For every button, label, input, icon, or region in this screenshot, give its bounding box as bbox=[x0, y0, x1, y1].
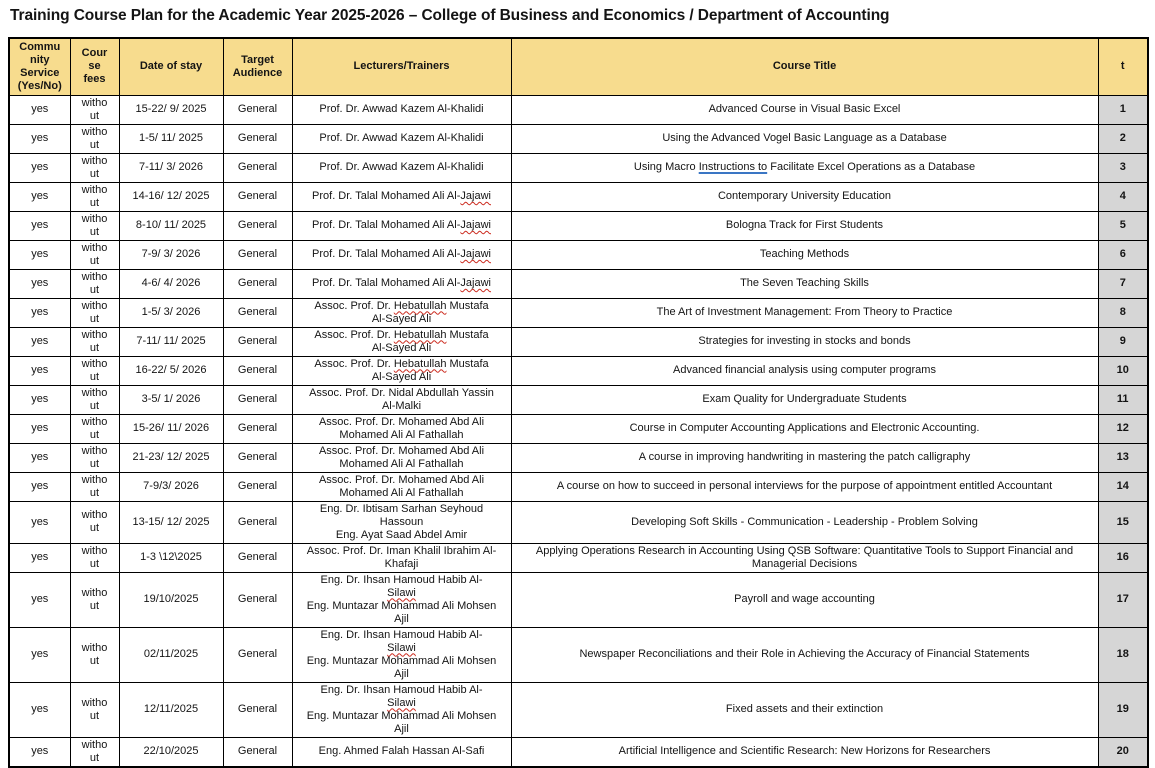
table-row bbox=[9, 501, 1148, 543]
cell-date-of-stay: 15-26/ 11/ 2026 bbox=[119, 414, 223, 443]
cell-sequence-number: 18 bbox=[1098, 627, 1148, 682]
cell-community-service: yes bbox=[9, 298, 70, 327]
cell-sequence-number: 16 bbox=[1098, 543, 1148, 572]
lecturer-line: Prof. Dr. Talal Mohamed Ali Al-Jajawi bbox=[312, 248, 491, 260]
cell-lecturers bbox=[292, 572, 511, 627]
cell-course-fees: without bbox=[70, 298, 119, 327]
cell-date-of-stay: 1-5/ 11/ 2025 bbox=[119, 124, 223, 153]
header-row bbox=[9, 38, 1148, 95]
cell-sequence-number: 15 bbox=[1098, 501, 1148, 543]
cell-community-service: yes bbox=[9, 443, 70, 472]
cell-lecturers bbox=[292, 627, 511, 682]
cell-course-fees: without bbox=[70, 414, 119, 443]
cell-community-service: yes bbox=[9, 269, 70, 298]
cell-date-of-stay: 3-5/ 1/ 2026 bbox=[119, 385, 223, 414]
grammar-underline: Instructions to bbox=[698, 161, 768, 173]
cell-sequence-number: 4 bbox=[1098, 182, 1148, 211]
cell-community-service: yes bbox=[9, 153, 70, 182]
cell-lecturers bbox=[292, 95, 511, 124]
cell-sequence-number: 10 bbox=[1098, 356, 1148, 385]
cell-date-of-stay: 8-10/ 11/ 2025 bbox=[119, 211, 223, 240]
cell-date-of-stay: 22/10/2025 bbox=[119, 737, 223, 767]
column-header-t: t bbox=[1098, 38, 1148, 95]
cell-target-audience: General bbox=[223, 211, 292, 240]
cell-sequence-number: 7 bbox=[1098, 269, 1148, 298]
cell-course-fees: without bbox=[70, 153, 119, 182]
cell-course-fees: without bbox=[70, 240, 119, 269]
cell-community-service: yes bbox=[9, 182, 70, 211]
lecturer-line: Prof. Dr. Awwad Kazem Al-Khalidi bbox=[319, 132, 484, 144]
cell-lecturers bbox=[292, 211, 511, 240]
cell-sequence-number: 17 bbox=[1098, 572, 1148, 627]
table-row bbox=[9, 385, 1148, 414]
spellcheck-underline: Hebatullah bbox=[393, 299, 447, 312]
spellcheck-underline: Hebatullah bbox=[393, 357, 447, 370]
cell-date-of-stay: 21-23/ 12/ 2025 bbox=[119, 443, 223, 472]
cell-community-service: yes bbox=[9, 95, 70, 124]
cell-course-fees: without bbox=[70, 385, 119, 414]
cell-sequence-number: 6 bbox=[1098, 240, 1148, 269]
lecturer-line: Eng. Muntazar Mohammad Ali Mohsen Ajil bbox=[306, 654, 497, 680]
cell-date-of-stay: 15-22/ 9/ 2025 bbox=[119, 95, 223, 124]
cell-date-of-stay: 14-16/ 12/ 2025 bbox=[119, 182, 223, 211]
lecturer-line: Eng. Dr. Ihsan Hamoud Habib Al-Silawi bbox=[320, 628, 483, 654]
column-header-course-title: Course Title bbox=[511, 38, 1098, 95]
cell-course-title: Artificial Intelligence and Scientific Research: New Horizons for Researchers bbox=[511, 737, 1098, 767]
cell-target-audience: General bbox=[223, 737, 292, 767]
cell-target-audience: General bbox=[223, 627, 292, 682]
cell-target-audience: General bbox=[223, 327, 292, 356]
table-body bbox=[9, 95, 1148, 767]
cell-community-service: yes bbox=[9, 356, 70, 385]
cell-course-title: Contemporary University Education bbox=[511, 182, 1098, 211]
lecturer-line: Assoc. Prof. Dr. Hebatullah Mustafa Al-Sayed Ali bbox=[314, 299, 489, 325]
cell-target-audience: General bbox=[223, 153, 292, 182]
cell-course-fees: without bbox=[70, 182, 119, 211]
lecturer-line: Assoc. Prof. Dr. Mohamed Abd Ali Mohamed Ali Al Fathallah bbox=[318, 415, 485, 441]
lecturer-line: Prof. Dr. Talal Mohamed Ali Al-Jajawi bbox=[312, 190, 491, 202]
cell-course-title: Fixed assets and their extinction bbox=[511, 682, 1098, 737]
cell-course-title: Using Macro Instructions to Facilitate Excel Operations as a Database bbox=[511, 153, 1098, 182]
cell-course-fees: without bbox=[70, 211, 119, 240]
cell-sequence-number: 9 bbox=[1098, 327, 1148, 356]
cell-course-fees: without bbox=[70, 95, 119, 124]
table-row bbox=[9, 472, 1148, 501]
cell-course-title: Teaching Methods bbox=[511, 240, 1098, 269]
spellcheck-underline: Hebatullah bbox=[393, 328, 447, 341]
table-row bbox=[9, 682, 1148, 737]
cell-course-title: Course in Computer Accounting Applications and Electronic Accounting. bbox=[511, 414, 1098, 443]
cell-course-fees: without bbox=[70, 356, 119, 385]
column-header-date-of-stay: Date of stay bbox=[119, 38, 223, 95]
lecturer-line: Assoc. Prof. Dr. Mohamed Abd Ali Mohamed Ali Al Fathallah bbox=[318, 444, 485, 470]
lecturer-line: Eng. Dr. Ihsan Hamoud Habib Al-Silawi bbox=[320, 683, 483, 709]
cell-community-service: yes bbox=[9, 543, 70, 572]
cell-date-of-stay: 7-9/ 3/ 2026 bbox=[119, 240, 223, 269]
cell-sequence-number: 1 bbox=[1098, 95, 1148, 124]
lecturer-line: Assoc. Prof. Dr. Hebatullah Mustafa Al-Sayed Ali bbox=[314, 328, 489, 354]
cell-course-title: Applying Operations Research in Accounting Using QSB Software: Quantitative Tools to Support Financial and Managerial Decisions bbox=[511, 543, 1098, 572]
cell-course-fees: without bbox=[70, 627, 119, 682]
cell-sequence-number: 8 bbox=[1098, 298, 1148, 327]
cell-lecturers bbox=[292, 356, 511, 385]
cell-target-audience: General bbox=[223, 572, 292, 627]
cell-date-of-stay: 16-22/ 5/ 2026 bbox=[119, 356, 223, 385]
lecturer-line: Eng. Ayat Saad Abdel Amir bbox=[335, 528, 468, 541]
cell-lecturers bbox=[292, 240, 511, 269]
cell-date-of-stay: 1-3 \12\2025 bbox=[119, 543, 223, 572]
cell-course-title: Payroll and wage accounting bbox=[511, 572, 1098, 627]
cell-course-fees: without bbox=[70, 682, 119, 737]
cell-target-audience: General bbox=[223, 356, 292, 385]
cell-course-fees: without bbox=[70, 269, 119, 298]
cell-target-audience: General bbox=[223, 124, 292, 153]
cell-course-title: A course in improving handwriting in mastering the patch calligraphy bbox=[511, 443, 1098, 472]
cell-date-of-stay: 13-15/ 12/ 2025 bbox=[119, 501, 223, 543]
cell-course-title: Strategies for investing in stocks and bonds bbox=[511, 327, 1098, 356]
cell-course-title: Exam Quality for Undergraduate Students bbox=[511, 385, 1098, 414]
lecturer-line: Prof. Dr. Awwad Kazem Al-Khalidi bbox=[319, 103, 484, 115]
cell-target-audience: General bbox=[223, 414, 292, 443]
cell-course-fees: without bbox=[70, 737, 119, 767]
lecturer-line: Assoc. Prof. Dr. Iman Khalil Ibrahim Al-Khafaji bbox=[306, 544, 497, 570]
lecturer-line: Eng. Dr. Ihsan Hamoud Habib Al-Silawi bbox=[320, 573, 483, 599]
cell-community-service: yes bbox=[9, 472, 70, 501]
table-row bbox=[9, 737, 1148, 767]
cell-sequence-number: 2 bbox=[1098, 124, 1148, 153]
cell-lecturers bbox=[292, 443, 511, 472]
column-header-target-audience: Target Audience bbox=[223, 38, 292, 95]
cell-community-service: yes bbox=[9, 627, 70, 682]
cell-lecturers bbox=[292, 543, 511, 572]
cell-community-service: yes bbox=[9, 737, 70, 767]
table-row bbox=[9, 153, 1148, 182]
spellcheck-underline: Jajawi bbox=[460, 248, 491, 260]
cell-course-fees: without bbox=[70, 572, 119, 627]
cell-lecturers bbox=[292, 737, 511, 767]
cell-course-title: Developing Soft Skills - Communication - Leadership - Problem Solving bbox=[511, 501, 1098, 543]
table-row bbox=[9, 627, 1148, 682]
cell-course-fees: without bbox=[70, 543, 119, 572]
cell-community-service: yes bbox=[9, 572, 70, 627]
cell-community-service: yes bbox=[9, 124, 70, 153]
table-row bbox=[9, 240, 1148, 269]
cell-target-audience: General bbox=[223, 269, 292, 298]
cell-sequence-number: 20 bbox=[1098, 737, 1148, 767]
lecturer-line: Prof. Dr. Talal Mohamed Ali Al-Jajawi bbox=[312, 277, 491, 289]
cell-date-of-stay: 7-9/3/ 2026 bbox=[119, 472, 223, 501]
lecturer-line: Prof. Dr. Awwad Kazem Al-Khalidi bbox=[319, 161, 484, 173]
cell-lecturers bbox=[292, 269, 511, 298]
lecturer-line: Prof. Dr. Talal Mohamed Ali Al-Jajawi bbox=[312, 219, 491, 231]
cell-community-service: yes bbox=[9, 240, 70, 269]
cell-course-fees: without bbox=[70, 124, 119, 153]
lecturer-line: Assoc. Prof. Dr. Mohamed Abd Ali Mohamed Ali Al Fathallah bbox=[318, 473, 485, 499]
table-row bbox=[9, 182, 1148, 211]
cell-date-of-stay: 19/10/2025 bbox=[119, 572, 223, 627]
cell-community-service: yes bbox=[9, 501, 70, 543]
cell-sequence-number: 14 bbox=[1098, 472, 1148, 501]
cell-target-audience: General bbox=[223, 240, 292, 269]
cell-date-of-stay: 7-11/ 11/ 2025 bbox=[119, 327, 223, 356]
table-row bbox=[9, 327, 1148, 356]
cell-target-audience: General bbox=[223, 182, 292, 211]
page-title: Training Course Plan for the Academic Year 2025-2026 – College of Business and Economics / Department of Accounting bbox=[10, 7, 890, 24]
spellcheck-underline: Jajawi bbox=[460, 190, 491, 202]
cell-sequence-number: 12 bbox=[1098, 414, 1148, 443]
cell-date-of-stay: 4-6/ 4/ 2026 bbox=[119, 269, 223, 298]
cell-date-of-stay: 7-11/ 3/ 2026 bbox=[119, 153, 223, 182]
lecturer-line: Eng. Ahmed Falah Hassan Al-Safi bbox=[318, 745, 485, 757]
cell-sequence-number: 11 bbox=[1098, 385, 1148, 414]
cell-target-audience: General bbox=[223, 385, 292, 414]
table-row bbox=[9, 211, 1148, 240]
table-row bbox=[9, 269, 1148, 298]
cell-target-audience: General bbox=[223, 298, 292, 327]
cell-lecturers bbox=[292, 124, 511, 153]
spellcheck-underline: Silawi bbox=[387, 696, 416, 709]
spellcheck-underline: Jajawi bbox=[460, 277, 491, 289]
cell-target-audience: General bbox=[223, 472, 292, 501]
cell-community-service: yes bbox=[9, 682, 70, 737]
table-row bbox=[9, 356, 1148, 385]
table-row bbox=[9, 95, 1148, 124]
spellcheck-underline: Silawi bbox=[387, 641, 416, 654]
course-plan-table bbox=[8, 37, 1149, 768]
cell-lecturers bbox=[292, 682, 511, 737]
cell-lecturers bbox=[292, 472, 511, 501]
cell-course-title: A course on how to succeed in personal interviews for the purpose of appointment entitled Accountant bbox=[511, 472, 1098, 501]
cell-lecturers bbox=[292, 414, 511, 443]
cell-lecturers bbox=[292, 385, 511, 414]
cell-community-service: yes bbox=[9, 414, 70, 443]
cell-course-fees: without bbox=[70, 443, 119, 472]
cell-community-service: yes bbox=[9, 211, 70, 240]
cell-sequence-number: 19 bbox=[1098, 682, 1148, 737]
table-row bbox=[9, 414, 1148, 443]
table-row bbox=[9, 572, 1148, 627]
cell-course-title: Advanced Course in Visual Basic Excel bbox=[511, 95, 1098, 124]
cell-sequence-number: 5 bbox=[1098, 211, 1148, 240]
cell-course-title: Bologna Track for First Students bbox=[511, 211, 1098, 240]
cell-sequence-number: 3 bbox=[1098, 153, 1148, 182]
cell-sequence-number: 13 bbox=[1098, 443, 1148, 472]
table-row bbox=[9, 124, 1148, 153]
cell-course-title: The Seven Teaching Skills bbox=[511, 269, 1098, 298]
cell-course-fees: without bbox=[70, 327, 119, 356]
cell-target-audience: General bbox=[223, 443, 292, 472]
cell-target-audience: General bbox=[223, 95, 292, 124]
cell-course-title: The Art of Investment Management: From Theory to Practice bbox=[511, 298, 1098, 327]
table-row bbox=[9, 543, 1148, 572]
cell-lecturers bbox=[292, 182, 511, 211]
cell-lecturers bbox=[292, 501, 511, 543]
cell-date-of-stay: 02/11/2025 bbox=[119, 627, 223, 682]
cell-course-title: Advanced financial analysis using computer programs bbox=[511, 356, 1098, 385]
cell-course-fees: without bbox=[70, 472, 119, 501]
lecturer-line: Eng. Dr. Ibtisam Sarhan Seyhoud Hassoun bbox=[319, 502, 484, 528]
cell-lecturers bbox=[292, 298, 511, 327]
table-row bbox=[9, 298, 1148, 327]
lecturer-line: Eng. Muntazar Mohammad Ali Mohsen Ajil bbox=[306, 709, 497, 735]
column-header-course-fees: Course fees bbox=[70, 38, 119, 95]
cell-target-audience: General bbox=[223, 682, 292, 737]
cell-lecturers bbox=[292, 327, 511, 356]
cell-course-fees: without bbox=[70, 501, 119, 543]
column-header-community-service: Community Service (Yes/No) bbox=[9, 38, 70, 95]
cell-course-title: Newspaper Reconciliations and their Role in Achieving the Accuracy of Financial Statements bbox=[511, 627, 1098, 682]
lecturer-line: Assoc. Prof. Dr. Hebatullah Mustafa Al-Sayed Ali bbox=[314, 357, 489, 383]
lecturer-line: Assoc. Prof. Dr. Nidal Abdullah Yassin Al-Malki bbox=[309, 386, 494, 412]
cell-date-of-stay: 1-5/ 3/ 2026 bbox=[119, 298, 223, 327]
cell-target-audience: General bbox=[223, 501, 292, 543]
table-header bbox=[9, 38, 1148, 95]
cell-community-service: yes bbox=[9, 385, 70, 414]
lecturer-line: Eng. Muntazar Mohammad Ali Mohsen Ajil bbox=[306, 599, 497, 625]
cell-course-title: Using the Advanced Vogel Basic Language as a Database bbox=[511, 124, 1098, 153]
cell-community-service: yes bbox=[9, 327, 70, 356]
spellcheck-underline: Silawi bbox=[387, 586, 416, 599]
column-header-lecturers-trainers: Lecturers/Trainers bbox=[292, 38, 511, 95]
cell-lecturers bbox=[292, 153, 511, 182]
spellcheck-underline: Jajawi bbox=[460, 219, 491, 231]
table-row bbox=[9, 443, 1148, 472]
cell-target-audience: General bbox=[223, 543, 292, 572]
cell-date-of-stay: 12/11/2025 bbox=[119, 682, 223, 737]
